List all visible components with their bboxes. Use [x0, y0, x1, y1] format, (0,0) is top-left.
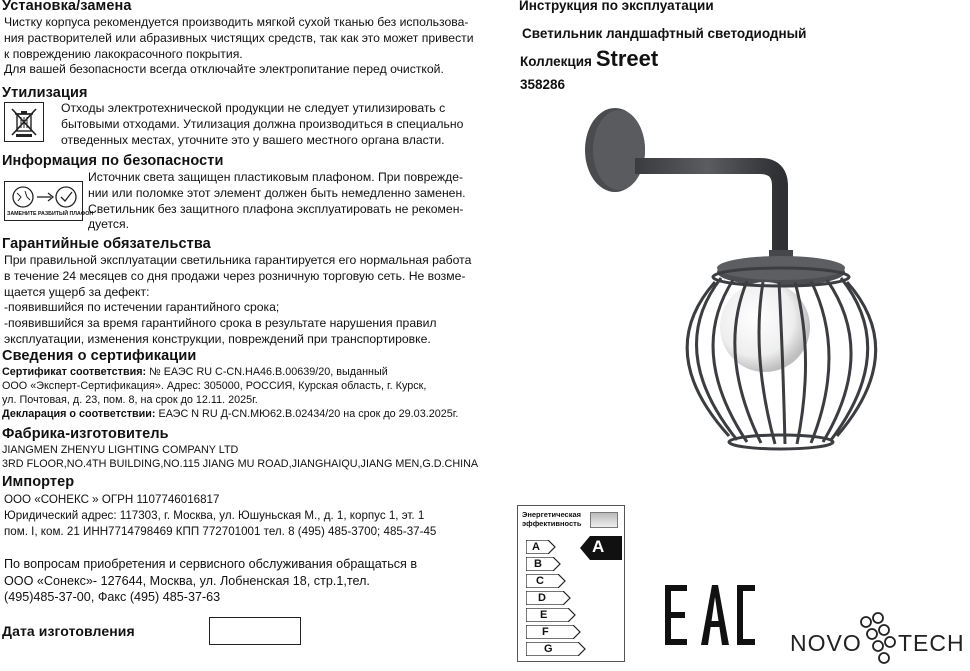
- disposal-line: бытовыми отходами. Утилизация должна производиться в специально: [61, 116, 464, 131]
- install-text: [4, 15, 474, 78]
- manual-title: Инструкция по эксплуатации: [519, 0, 714, 13]
- energy-class-letter: F: [542, 626, 549, 638]
- energy-class-arrow: [526, 574, 566, 588]
- warranty-line: При правильной эксплуатации светильника гарантируется его нормальная работа: [4, 253, 472, 267]
- replace-broken-shade-icon: [4, 181, 94, 221]
- energy-class-arrow: [526, 608, 576, 622]
- energy-class-letter: A: [532, 541, 540, 553]
- importer-line: Юридический адрес: 117303, г. Москва, ул. Юшуньская М., д. 1, корпус 1, эт. 1: [4, 508, 425, 522]
- eac-mark: [665, 585, 755, 650]
- warranty-line: в течение 24 месяцев со дня продажи через розничную торговую сеть. Не возме-: [4, 268, 466, 283]
- safety-line: Светильник без защитного плафона эксплуатировать не рекомен-: [88, 201, 464, 216]
- disposal-line: Отходы электротехнической продукции не следует утилизировать с: [61, 101, 446, 115]
- production-date-box: [209, 617, 301, 645]
- energy-label: [517, 505, 625, 662]
- novotech-logo: [780, 610, 970, 671]
- collection-name: Street: [595, 46, 659, 71]
- disposal-title: Утилизация: [2, 85, 88, 101]
- energy-class-letter: E: [540, 609, 548, 621]
- eac-mark-text: [755, 585, 756, 586]
- svg-text:TECH: TECH: [898, 630, 965, 656]
- importer-title: Импортер: [2, 474, 75, 490]
- warranty-text: [4, 253, 471, 348]
- icon-caption: ЗАМЕНИТЕ РАЗБИТЫЙ ПЛАФОН: [7, 211, 94, 217]
- energy-class-arrow: [526, 540, 556, 554]
- contacts-line: (495)485-37-00, Факс (495) 485-37-63: [4, 590, 221, 604]
- cert-text: [2, 365, 458, 421]
- article-number: 358286: [520, 77, 566, 92]
- cert-line: ул. Почтовая, д. 23, пом. 8, на срок до 12.11. 2025г.: [2, 394, 258, 406]
- energy-class-letter: G: [544, 643, 553, 655]
- product-name: Светильник ландшафтный светодиодный: [522, 26, 807, 41]
- install-line: к повреждению лакокрасочного покрытия.: [4, 46, 243, 61]
- declaration-line: [2, 407, 458, 421]
- install-line: ния растворителей или абразивных чистящих средств, так как это может привести: [4, 30, 474, 45]
- factory-text: [2, 443, 478, 471]
- safety-line: дуется.: [88, 217, 129, 232]
- collection-line: [520, 46, 658, 72]
- install-line: Для вашей безопасности всегда отключайте электропитание перед очисткой.: [4, 62, 444, 77]
- energy-class-arrow: [526, 642, 586, 656]
- importer-line: пом. I, ком. 21 ИНН7714798469 КПП 772701001 тел. 8 (495) 485-3700; 485-37-45: [4, 524, 437, 538]
- energy-bulb-icon: [590, 512, 618, 528]
- energy-class-letter: D: [538, 592, 546, 604]
- cert-label: Сертификат соответствия:: [2, 366, 147, 378]
- safety-line: нии или поломке этот элемент должен быть немедленно заменен.: [88, 185, 466, 200]
- cert-value: № ЕАЭС RU C-CN.HA46.B.00639/20, выданный: [146, 366, 388, 378]
- cert-line: ООО «Эксперт-Сертификация». Адрес: 305000, РОССИЯ, Курская область, г. Курск,: [2, 380, 427, 392]
- warranty-line: -появившийся за время гарантийного срока в результате нарушения правил: [4, 316, 437, 331]
- factory-line: 3RD FLOOR,NO.4TH BUILDING,NO.115 JIANG MU ROAD,JIANGHAIQU,JIANG MEN,G.D.CHINA: [2, 458, 479, 470]
- importer-text: [4, 492, 436, 539]
- declaration-value: ЕАЭС N RU Д-CN.МЮ62.В.02434/20 на срок до 29.03.2025г.: [155, 408, 459, 420]
- safety-line: Источник света защищен пластиковым плафоном. При поврежде-: [88, 170, 464, 184]
- energy-title-line: эффективность: [522, 519, 582, 528]
- disposal-text: [61, 101, 463, 148]
- declaration-label: Декларация о соответствии:: [2, 408, 156, 420]
- install-title: Установка/замена: [2, 0, 132, 14]
- energy-rating: A: [592, 537, 605, 556]
- wall-lamp-illustration: [575, 100, 955, 500]
- factory-title: Фабрика-изготовитель: [2, 426, 169, 442]
- disposal-line: отведенных местах, уточните это у вашего местного органа власти.: [61, 132, 445, 147]
- collection-label: Коллекция: [520, 54, 592, 69]
- warranty-line: эксплуатации, изменения конструкции, повреждений при транспортировке.: [4, 331, 431, 346]
- contacts-text: [4, 556, 417, 606]
- cert-title: Сведения о сертификации: [2, 348, 197, 364]
- contacts-line: По вопросам приобретения и сервисного обслуживания обращаться в: [4, 557, 418, 571]
- energy-class-arrow: [526, 625, 581, 639]
- energy-rating-badge: [580, 536, 622, 565]
- energy-class-letter: B: [534, 558, 542, 570]
- install-line: Чистку корпуса рекомендуется производить мягкой сухой тканью без использова-: [4, 15, 469, 29]
- crossed-bin-icon: [4, 102, 44, 142]
- warranty-line: -появившийся по истечении гарантийного срока;: [4, 300, 280, 315]
- energy-class-letter: C: [536, 575, 544, 587]
- safety-title: Информация по безопасности: [2, 153, 224, 169]
- importer-line: ООО «СОНЕКС » ОГРН 1107746016817: [4, 493, 220, 506]
- cert-line: [2, 365, 458, 379]
- warranty-title: Гарантийные обязательства: [2, 236, 211, 252]
- contacts-line: ООО «Сонекс»- 127644, Москва, ул. Лобненская 18, стр.1,тел.: [4, 573, 370, 588]
- warranty-line: щается ущерб за дефект:: [4, 284, 150, 299]
- safety-text: [88, 170, 466, 233]
- energy-label-title: [522, 510, 581, 528]
- energy-class-arrow: [526, 591, 571, 605]
- svg-text:NOVO: NOVO: [790, 630, 862, 656]
- energy-title-line: Энергетическая: [522, 510, 581, 519]
- production-date-label: Дата изготовления: [2, 623, 135, 639]
- energy-class-arrow: [526, 557, 561, 571]
- factory-line: JIANGMEN ZHENYU LIGHTING COMPANY LTD: [2, 444, 239, 456]
